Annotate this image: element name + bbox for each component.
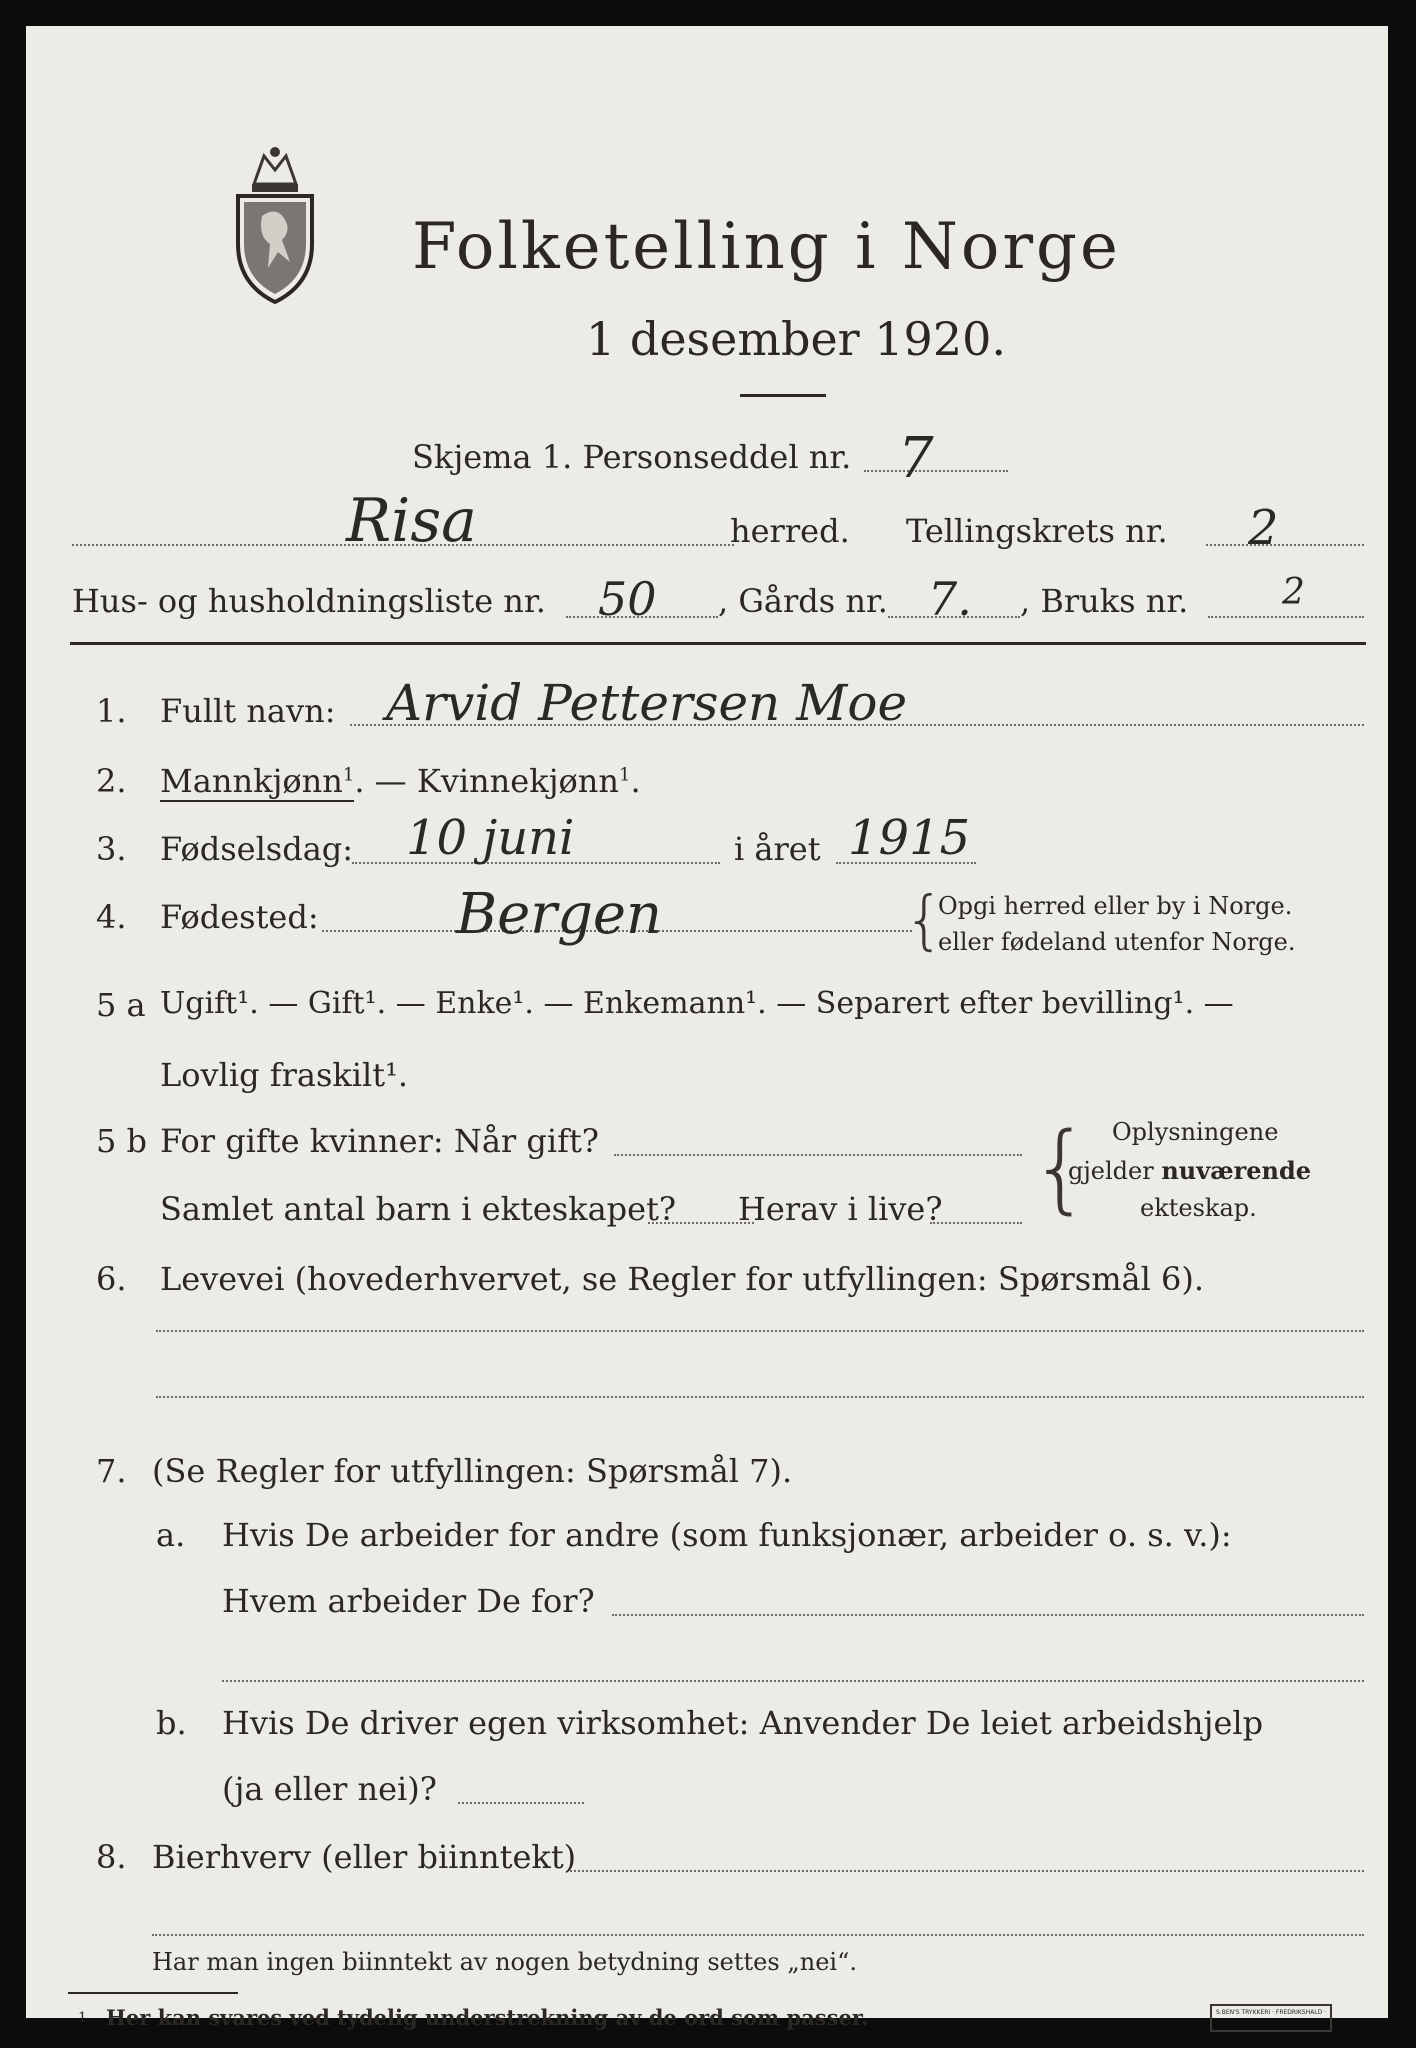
q5b-note-line2: gjelder nuværende [1068,1156,1312,1185]
q5b-note-brace: { [1030,1112,1092,1224]
tellingskrets-value[interactable]: 2 [1248,500,1279,556]
footnote-mark: 1 [78,2010,87,2026]
q1-number: 1. [96,692,127,730]
q5b-barn-label: Samlet antal barn i ekteskapet? [160,1190,677,1228]
q4-value[interactable]: Bergen [456,882,663,947]
skjema-field-line [864,470,1008,472]
q4-note-brace: { [904,884,945,958]
q8-label: Bierhverv (eller biinntekt) [152,1838,577,1876]
q5a-options-line1[interactable]: Ugift¹. — Gift¹. — Enke¹. — Enkemann¹. — Separert efter bevilling¹. — [160,986,1234,1021]
form-title: Folketelling i Norge [412,210,1121,284]
q3-year-value[interactable]: 1915 [848,810,971,866]
q4-note-line2: eller fødeland utenfor Norge. [938,928,1296,956]
q5b-nar-gift-field-line [614,1154,1022,1156]
footnote-divider [68,1992,238,1994]
q6-number: 6. [96,1260,127,1298]
q5b-number: 5 b [96,1122,148,1160]
gards-value[interactable]: 7. [928,572,972,626]
skjema-label: Skjema 1. Personseddel nr. [412,438,852,476]
q5b-note-line1: Oplysningene [1112,1118,1279,1146]
printer-stamp [1210,2004,1332,2032]
gards-label: , Gårds nr. [718,582,888,620]
husholdningsliste-value[interactable]: 50 [598,572,657,626]
bruks-label: , Bruks nr. [1020,582,1189,620]
q4-number: 4. [96,898,127,936]
herred-label: herred. [730,512,850,550]
header-divider [70,642,1366,645]
q3-value[interactable]: 10 juni [406,810,575,866]
census-form [26,26,1388,2030]
q6-label: Levevei (hovederhvervet, se Regler for utfyllingen: Spørsmål 6). [160,1260,1205,1298]
q2-mannkjonn-option[interactable]: Mannkjønn$^1$ [160,762,355,800]
herred-value[interactable]: Risa [346,486,477,556]
q1-label: Fullt navn: [160,692,336,730]
q2-options: Mannkjønn$^1$. — Kvinnekjønn$^1$. [160,762,641,800]
q6-field-line-1 [156,1330,1364,1332]
q8-number: 8. [96,1838,127,1876]
q7b-line1: Hvis De driver egen virksomhet: Anvender De leiet arbeidshjelp [222,1704,1264,1742]
q8-field-line-1 [570,1870,1364,1872]
q7b-field-line [458,1802,584,1804]
q5b-ilive-field-line [930,1222,1022,1224]
q5a-number: 5 a [96,986,146,1024]
q1-value[interactable]: Arvid Pettersen Moe [386,674,908,732]
q7b-line2: (ja eller nei)? [222,1770,437,1808]
q7-number: 7. [96,1452,127,1490]
q3-number: 3. [96,830,127,868]
q7a-line2: Hvem arbeider De for? [222,1582,595,1620]
tellingskrets-field-line [1206,544,1364,546]
bruks-field-line [1208,616,1364,618]
q2-kvinnekjonn-option[interactable]: Kvinnekjønn$^1$ [416,762,631,800]
q6-field-line-2 [156,1396,1364,1398]
husholdningsliste-label: Hus- og husholdningsliste nr. [72,582,546,620]
tellingskrets-label: Tellingskrets nr. [906,512,1168,550]
q3-label: Fødselsdag: [160,830,354,868]
skjema-value[interactable]: 7 [898,426,934,491]
title-divider [740,394,826,397]
q4-note-line1: Opgi herred eller by i Norge. [938,892,1293,920]
q5a-options-line2[interactable]: Lovlig fraskilt¹. [160,1056,409,1094]
q5b-note-line3: ekteskap. [1140,1194,1257,1222]
printer-stamp-text: S.BEN'S TRYKKERI · FREDRIKSHALD · [1215,2009,1327,2016]
q7a-field-line-1 [612,1614,1364,1616]
q7a-line1: Hvis De arbeider for andre (som funksjonær, arbeider o. s. v.): [222,1516,1232,1554]
q2-number: 2. [96,762,127,800]
biinntekt-note: Har man ingen biinntekt av nogen betydning settes „nei“. [152,1948,857,1976]
q7-label: (Se Regler for utfyllingen: Spørsmål 7). [152,1452,793,1490]
q5b-line1: For gifte kvinner: Når gift? [160,1122,599,1160]
q5b-ilive-label: Herav i live? [738,1190,943,1228]
bruks-value[interactable]: 2 [1282,572,1305,613]
coat-of-arms-icon [234,144,316,308]
form-date: 1 desember 1920. [586,312,1006,366]
q7b-letter: b. [156,1704,187,1742]
q4-label: Fødested: [160,898,319,936]
q8-field-line-2 [152,1934,1364,1936]
q7a-letter: a. [156,1516,186,1554]
footnote-text: Her kan svares ved tydelig understrekning av de ord som passer. [106,2005,869,2030]
q3-year-label: i året [734,830,821,868]
q7a-field-line-2 [222,1680,1364,1682]
